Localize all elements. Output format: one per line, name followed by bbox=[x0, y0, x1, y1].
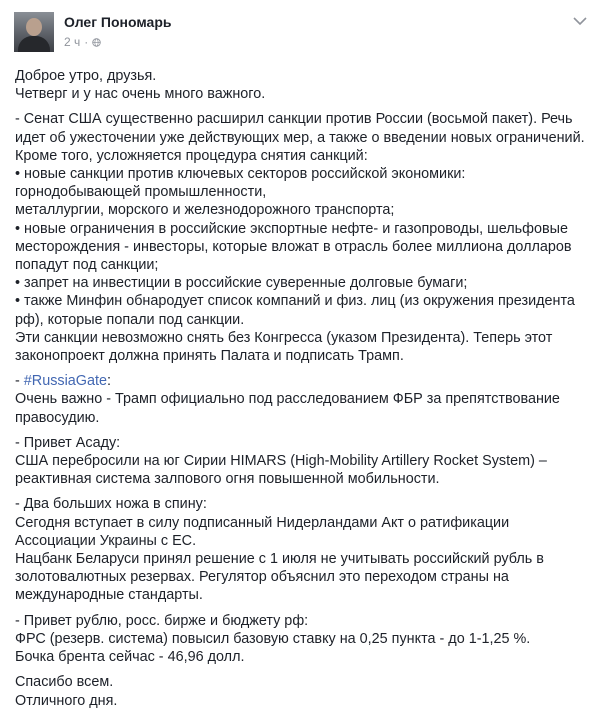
post-paragraph-asad: - Привет Асаду: США перебросили на юг Сирии HIMARS (High-Mobility Artillery Rocket System) – реактивная система залпового огня повышенной мобильности. bbox=[15, 434, 547, 488]
post-time[interactable]: 2 ч bbox=[64, 35, 81, 49]
chevron-down-icon[interactable] bbox=[573, 16, 587, 26]
post-paragraph-closing: Спасибо всем. Отличного дня. bbox=[15, 674, 118, 708]
post-paragraph-russiagate bbox=[15, 372, 587, 427]
hashtag-link[interactable]: #RussiaGate bbox=[23, 373, 107, 390]
post-header bbox=[14, 12, 589, 52]
author-name[interactable]: Олег Пономарь bbox=[64, 14, 172, 30]
post-meta: 2 ч · bbox=[64, 35, 101, 49]
post-paragraph-sanctions: - Сенат США существенно расширил санкции против России (восьмой пакет). Речь идет об ужесточении уже действующих мер, а также о введении новых ограничений. Кроме того, усложняется процедура снятия санкций: • новые санкции против ключевых секторов российской экономики: горнодобывающей промышленности, металлургии, морского и железнодорожного транспорта; • новые ограничения в российские экспортные нефте- и газопроводы, шельфовые месторождения - инвесторы, которые вложат в отрасль более миллиона долларов попадут под санкции; • запрет на инвестиции в российские суверенные долговые бумаги; • также Минфин обнародует список компаний и физ. лиц (из окружения президента рф), которые попали под санкции. Эти санкции невозможно снять без Конгресса (указом Президента). Теперь этот законопроект должна принять Палата и подписать Трамп. bbox=[15, 111, 585, 365]
globe-icon bbox=[92, 38, 101, 47]
post-paragraph-knives: - Два больших ножа в спину: Сегодня вступает в силу подписанный Нидерландами Акт о ратификации Ассоциации Украины с ЕС. Нацбанк Беларуси принял решение с 1 июля не учитывать российский рубль в золотовалютных резервах. Регулятор объяснил это переходом страны на международные стандарты. bbox=[15, 496, 544, 604]
avatar-head bbox=[26, 18, 42, 36]
russiagate-body: Очень важно - Трамп официально под расследованием ФБР за препятствование правосудию. bbox=[15, 391, 560, 426]
avatar[interactable] bbox=[14, 12, 54, 52]
avatar-shoulders bbox=[18, 36, 50, 52]
post-paragraph-greeting: Доброе утро, друзья. Четверг и у нас очень много важного. bbox=[15, 68, 266, 103]
colon-suffix: : bbox=[107, 373, 111, 390]
post-paragraph-ruble: - Привет рублю, росс. бирже и бюджету рф: ФРС (резерв. система) повысил базовую ставку на 0,25 пункта - до 1-1,25 %. Бочка брента сейчас - 46,96 долл. bbox=[15, 612, 531, 666]
dash-prefix: - bbox=[15, 373, 24, 390]
post-body bbox=[15, 67, 587, 708]
